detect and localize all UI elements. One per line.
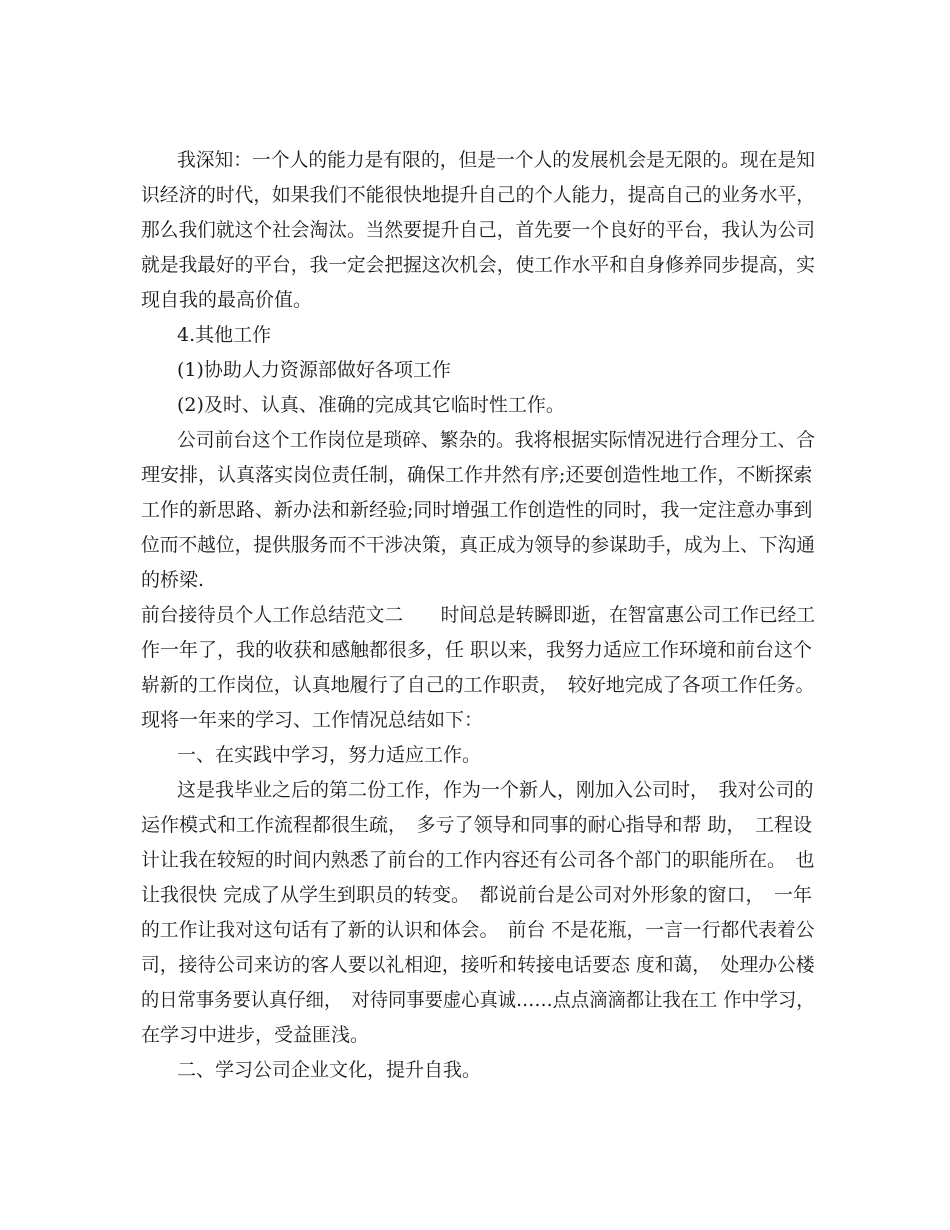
section-heading: 二、学习公司企业文化，提升自我。 xyxy=(177,1059,482,1081)
paragraph-line: 就是我最好的平台，我一定会把握这次机会，使工作水平和自身修养同步提高，实 xyxy=(141,254,816,276)
paragraph-line: 位而不越位，提供服务而不干涉决策，真正成为领导的参谋助手，成为上、下沟通 xyxy=(141,534,816,556)
paragraph-line: 在学习中进步，受益匪浅。 xyxy=(141,1024,370,1046)
paragraph-line: 工作的新思路、新办法和新经验;同时增强工作创造性的同时，我一定注意办事到 xyxy=(141,499,813,521)
list-item: (1)协助人力资源部做好各项工作 xyxy=(177,359,451,381)
paragraph-line: 这是我毕业之后的第二份工作，作为一个新人，刚加入公司时， 我对公司的 xyxy=(177,779,814,801)
paragraph-line: 崭新的工作岗位，认真地履行了自己的工作职责， 较好地完成了各项工作任务。 xyxy=(141,674,815,696)
section-heading: 4.其他工作 xyxy=(177,324,272,346)
paragraph-line: 前台接待员个人工作总结范文二 时间总是转瞬即逝，在智富惠公司工作已经工 xyxy=(141,604,816,626)
paragraph-line: 司，接待公司来访的客人要以礼相迎，接听和转接电话要态 度和蔼， 处理办公楼 xyxy=(141,954,815,976)
paragraph-line: 作一年了，我的收获和感触都很多，任 职以来，我努力适应工作环境和前台这个 xyxy=(141,639,813,661)
paragraph-line: 我深知：一个人的能力是有限的，但是一个人的发展机会是无限的。现在是知 xyxy=(177,149,816,171)
paragraph-line: 的桥梁. xyxy=(141,569,205,591)
list-item: (2)及时、认真、准确的完成其它临时性工作。 xyxy=(177,394,565,416)
paragraph-line: 让我很快 完成了从学生到职员的转变。 都说前台是公司对外形象的窗口， 一年 xyxy=(141,884,813,906)
paragraph-line: 计让我在较短的时间内熟悉了前台的工作内容还有公司各个部门的职能所在。 也 xyxy=(141,849,815,871)
paragraph-line: 识经济的时代，如果我们不能很快地提升自己的个人能力，提高自己的业务水平， xyxy=(141,184,816,206)
paragraph-line: 理安排，认真落实岗位责任制，确保工作井然有序;还要创造性地工作，不断探索 xyxy=(141,464,813,486)
paragraph-line: 运作模式和工作流程都很生疏， 多亏了领导和同事的耐心指导和帮 助， 工程设 xyxy=(141,814,813,836)
section-heading: 一、在实践中学习，努力适应工作。 xyxy=(177,744,482,766)
paragraph-line: 现自我的最高价值。 xyxy=(141,289,313,311)
paragraph-line: 公司前台这个工作岗位是琐碎、繁杂的。我将根据实际情况进行合理分工、合 xyxy=(177,429,816,451)
paragraph-line: 那么我们就这个社会淘汰。当然要提升自己，首先要一个良好的平台，我认为公司 xyxy=(141,219,816,241)
paragraph-line: 的工作让我对这句话有了新的认识和体会。 前台 不是花瓶，一言一行都代表着公 xyxy=(141,919,815,941)
paragraph-line: 的日常事务要认真仔细， 对待同事要虚心真诚……点点滴滴都让我在工 作中学习， xyxy=(141,989,815,1011)
paragraph-line: 现将一年来的学习、工作情况总结如下： xyxy=(141,709,484,731)
